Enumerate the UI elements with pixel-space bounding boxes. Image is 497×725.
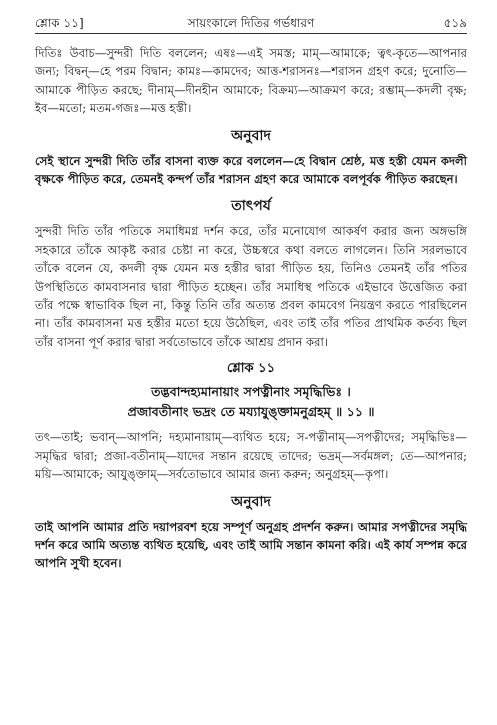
header-verse-ref: শ্লোক ১১]: [35, 16, 84, 30]
purport-heading: তাৎপর্য: [231, 198, 271, 215]
running-header: [35, 12, 467, 34]
header-rule: [35, 33, 467, 34]
translation-paragraph-1: সেই স্থানে সুন্দরী দিতি তাঁর বাসনা ব্যক্ত করে বললেন—হে বিদ্বান শ্রেষ্ঠ, মত্ত হস্তী যেমন কদলী বৃক্ষকে পীড়িত করে, তেমনই কন্দর্প তাঁর শরাসন গ্রহণ করে আমাকে বলপূর্বক পীড়িত করছেন।: [35, 153, 467, 187]
page-body: [35, 44, 467, 573]
translation-heading-2: অনুবাদ: [231, 493, 271, 510]
verse-line-1: তদ্ভবান্দহ্যমানায়াং সপত্নীনাং সমৃদ্ধিভিঃ ।: [151, 384, 351, 400]
translation-paragraph-2: তাই আপনি আমার প্রতি দয়াপরবশ হয়ে সম্পূর্ণ অনুগ্রহ প্রদর্শন করুন। আমার সপত্নীদের সমৃদ্ধি দর্শন করে আমি অত্যন্ত ব্যথিত হয়েছি, এবং তাই আমি সন্তান কামনা করি। এই কার্য সম্পন্ন করে আপনি সুখী হবেন।: [35, 519, 467, 571]
verse-line-2: প্রজাবতীনাং ভদ্রং তে ময্যাযুঙ্ক্তামনুগ্রহম্ ॥ ১১ ॥: [127, 404, 375, 420]
synonyms-paragraph-2: তৎ—তাই; ভবান্—আপনি; দহ্যমানায়াম্—ব্যথিত হয়ে; স-পত্নীনাম্—সপত্নীদের; সমৃদ্ধিভিঃ—সমৃদ্ধির দ্বারা; প্রজা-বতীনাম্—যাদের সন্তান রয়েছে তাদের; ভদ্রম্—সর্বমঙ্গল; তে—আপনার; ময়ি—আমাকে; আযুঙ্ক্তাম্—সর্বতোভাবে আমার জন্য করুন; অনুগ্রহম্—কৃপা।: [35, 430, 467, 482]
header-chapter-title: সায়ংকালে দিতির গর্ভধারণ: [187, 16, 315, 30]
purport-paragraph: সুন্দরী দিতি তাঁর পতিকে সমাধিমগ্ন দর্শন করে, তাঁর মনোযোগ আকর্ষণ করার জন্য অঙ্গভঙ্গি সহকারে তাঁকে আকৃষ্ট করার চেষ্টা না করে, উচ্চস্বরে কথা বলতে লাগলেন। তিনি সরলভাবে তাঁকে বলেন যে, কদলী বৃক্ষ যেমন মত্ত হস্তীর দ্বারা পীড়িত হয়, তিনিও তেমনই তাঁর পতির উপস্থিতিতে কামবাসনার দ্বারা পীড়িত হচ্ছেন। তাঁর সমাধিস্থ পতিকে এইভাবে উত্তেজিত করা তাঁর পক্ষে স্বাভাবিক ছিল না, কিন্তু তিনি তাঁর অত্যন্ত প্রবল কামবেগ নিয়ন্ত্রণ করতে পারছিলেন না। তাঁর কামবাসনা মত্ত হস্তীর মতো হয়ে উঠেছিল, এবং তাই তাঁর পতির প্রাথমিক কর্তব্য ছিল তাঁর বাসনা পূর্ণ করার দ্বারা সর্বতোভাবে তাঁকে আশ্রয় প্রদান করা।: [35, 224, 467, 349]
verse-number: শ্লোক ১১: [226, 361, 276, 377]
synonyms-paragraph-1: দিতিঃ উবাচ—সুন্দরী দিতি বললেন; এষঃ—এই সমস্ত; মাম্—আমাকে; ত্বৎ-কৃতে—আপনার জন্য; বিদ্বন্—হে পরম বিদ্বান; কামঃ—কামদেব; আত্ত-শরাসনঃ—শরাসন গ্রহণ করে; দুনোতি—আমাকে পীড়িত করছে; দীনাম্—দীনহীন আমাকে; বিক্রম্য—আক্রমণ করে; রম্ভাম্—কদলী বৃক্ষ; ইব—মতো; মতম-গজঃ—মত্ত হস্তী।: [35, 46, 467, 116]
page-number: ৫১৯: [443, 16, 467, 30]
translation-heading-1: অনুবাদ: [231, 127, 271, 144]
